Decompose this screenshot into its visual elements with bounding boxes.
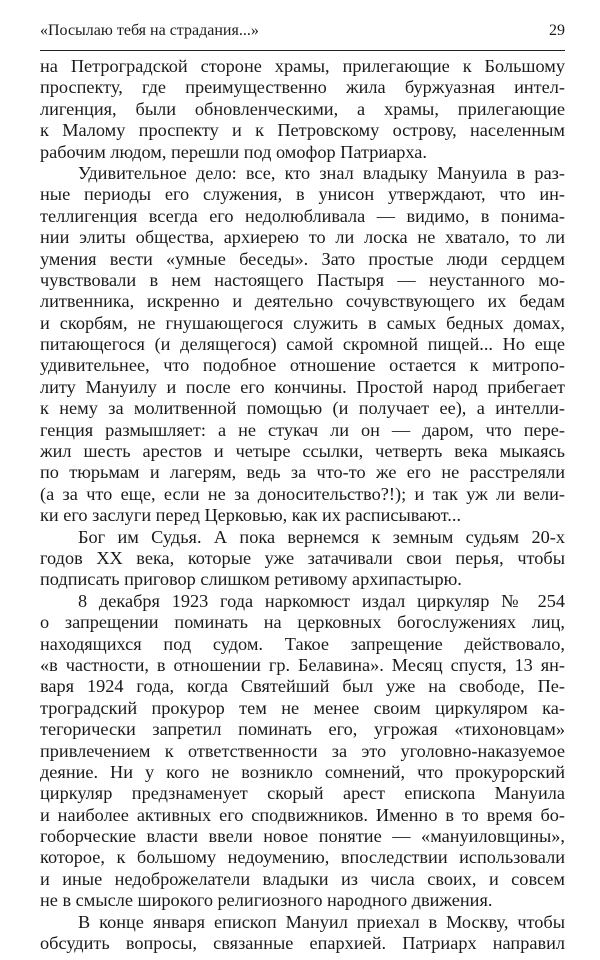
text-line: троградский прокурор тем не менее своим циркуляром ка- xyxy=(40,697,565,718)
text-line: удивительнее, что подобное отношение остается к митропо- xyxy=(40,355,565,376)
running-header xyxy=(40,18,565,51)
text-line: привлечением к ответственности за это уголовно-наказуемое xyxy=(40,740,565,761)
text-line: которое, к большому недоумению, впоследствии использовали xyxy=(40,847,565,868)
text-line: деяние. Ни у кого не возникло сомнений, что прокурорский xyxy=(40,761,565,782)
text-line: теллигенция всегда его недолюбливала — видимо, в понима- xyxy=(40,205,565,226)
page-number: 29 xyxy=(549,22,565,39)
text-line: подписать приговор слишком ретивому архипастырю. xyxy=(40,569,462,590)
text-line: по тюрьмам и лагерям, ведь за что-то же его не расстреляли xyxy=(40,462,565,483)
text-line: на Петроградской стороне храмы, прилегающие к Большому xyxy=(40,56,565,76)
text-line: и наиболее активных его сподвижников. Именно в то время бо- xyxy=(40,804,565,825)
text-line: нии элиты общества, архиерею то ли лоска не хватало, то ли xyxy=(40,227,565,248)
text-line: к нему за молитвенной помощью (и получает ее), а интелли- xyxy=(40,398,565,419)
text-line: 8 декабря 1923 года наркомюст издал циркуляр № 254 xyxy=(78,590,565,611)
text-line: варя 1924 года, когда Святейший был уже на свободе, Пе- xyxy=(40,676,565,697)
text-line: находящихся под судом. Такое запрещение действовало, xyxy=(40,633,565,654)
text-line: гоборческие власти ввели новое понятие — «мануиловщины», xyxy=(40,826,565,847)
text-line: рабочим людом, перешли под омофор Патриарха. xyxy=(40,141,427,162)
text-line: Бог им Судья. А пока вернемся к земным судьям 20-х xyxy=(78,526,565,547)
text-line: «в частности, в отношении гр. Белавина». Месяц спустя, 13 ян- xyxy=(40,654,565,675)
text-line: проспекту, где преимущественно жила буржуазная интел- xyxy=(40,77,565,98)
text-line: ки его заслуги перед Церковью, как их расписывают... xyxy=(40,505,462,526)
text-line: циркуляр предзнаменует скорый арест епископа Мануила xyxy=(40,783,565,804)
text-line: лигенция, были обновленческими, а храмы, прилегающие xyxy=(40,98,565,119)
text-line: тегорически запретил поминать его, угрожая «тихоновцам» xyxy=(40,719,565,740)
text-line: к Малому проспекту и к Петровскому острову, населенным xyxy=(40,120,565,141)
text-line: о запрещении поминать на церковных богослужениях лиц, xyxy=(40,612,565,633)
running-title: «Посылаю тебя на страдания...» xyxy=(40,22,259,39)
page-body-text xyxy=(40,56,565,954)
text-line: Удивительное дело: все, кто знал владыку Мануила в раз- xyxy=(78,162,565,183)
text-line: В конце января епископ Мануил приехал в Москву, чтобы xyxy=(78,911,565,932)
text-line: и иные недоброжелатели владыки из числа своих, и совсем xyxy=(40,868,565,889)
text-line: литу Мануилу и после его кончины. Простой народ прибегает xyxy=(40,376,565,397)
text-line: питающегося (и делящегося) самой скромной пищей... Но еще xyxy=(40,334,565,355)
text-line: годов XX века, которые уже затачивали свои перья, чтобы xyxy=(40,547,565,568)
text-line: чувствовали в нем настоящего Пастыря — неустанного мо- xyxy=(40,269,565,290)
text-line: и скорбям, не гнушающегося служить в самых бедных домах, xyxy=(40,312,565,333)
text-line: умения вести «умные беседы». Зато простые люди сердцем xyxy=(40,248,565,269)
text-line: (а за что еще, если не за доносительство?!); и так уж ли вели- xyxy=(40,483,565,504)
text-line: генция размышляет: а не стукач ли он — даром, что пере- xyxy=(40,419,565,440)
text-line: жил шесть арестов и четыре ссылки, четверть века мыкаясь xyxy=(40,441,565,462)
text-line: не в смысле широкого религиозного народного движения. xyxy=(40,890,493,911)
text-line: ные периоды его служения, в унисон утверждают, что ин- xyxy=(40,184,565,205)
text-line: литвенника, искренно и деятельно сочувствующего их бедам xyxy=(40,291,565,312)
text-line: обсудить вопросы, связанные епархией. Патриарх направил xyxy=(40,933,565,954)
